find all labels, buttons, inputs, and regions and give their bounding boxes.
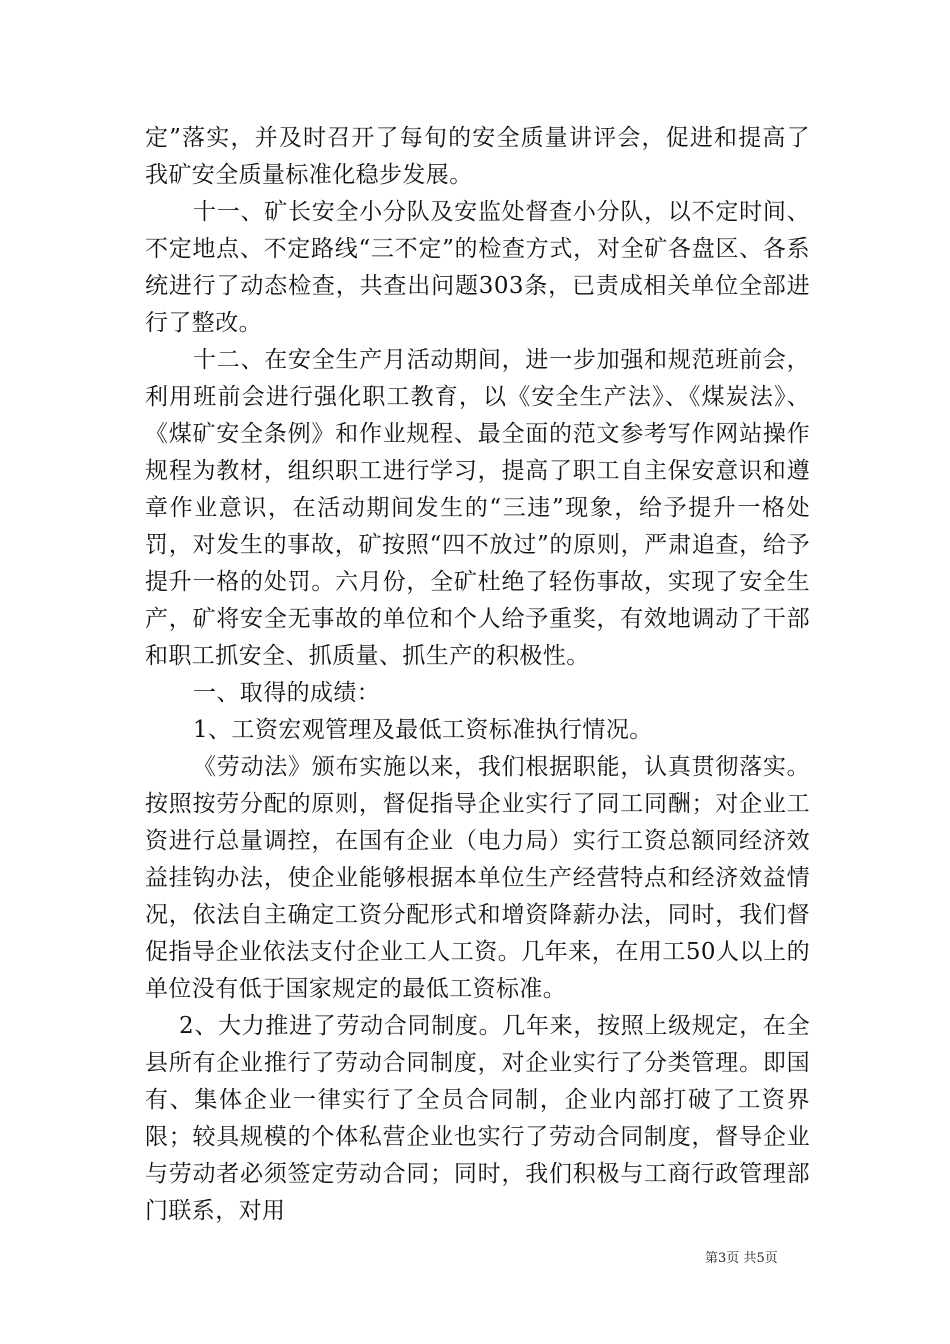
paragraph-item-eleven: 十一、矿长安全小分队及安监处督查小分队，以不定时间、不定地点、不定路线“三不定”的检查方式，对全矿各盘区、各系统进行了动态检查，共查出问题303条，已责成相关单位全部进行了整改。: [145, 199, 810, 336]
section-heading-achievements: 一、取得的成绩：: [193, 680, 381, 706]
paragraph-continuation: 定”落实，并及时召开了每旬的安全质量讲评会，促进和提高了我矿安全质量标准化稳步发展。: [145, 125, 810, 188]
document-body: [145, 120, 810, 1230]
footer-suffix: 页: [764, 1251, 778, 1266]
footer-prefix: 第: [705, 1251, 719, 1266]
paragraph-labor-law: 《劳动法》颁布实施以来，我们根据职能，认真贯彻落实。按照按劳分配的原则，督促指导企业实行了同工同酬；对企业工资进行总量调控，在国有企业（电力局）实行工资总额同经济效益挂钩办法，使企业能够根据本单位生产经营特点和经济效益情况，依法自主确定工资分配形式和增资降薪办法，同时，我们督促指导企业依法支付企业工人工资。几年来，在用工50人以上的单位没有低于国家规定的最低工资标准。: [145, 754, 810, 1002]
footer-total-pages: 5: [756, 1251, 765, 1266]
subheading-wage-management: 1、工资宏观管理及最低工资标准执行情况。: [193, 717, 653, 743]
paragraph-item-twelve: 十二、在安全生产月活动期间，进一步加强和规范班前会，利用班前会进行强化职工教育，以《安全生产法》、《煤炭法》、《煤矿安全条例》和作业规程、最全面的范文参考写作网站操作规程为教材，组织职工进行学习，提高了职工自主保安意识和遵章作业意识，在活动期间发生的“三违”现象，给予提升一格处罚，对发生的事故，矿按照“四不放过”的原则，严肃追查，给予提升一格的处罚。六月份，全矿杜绝了轻伤事故，实现了安全生产，矿将安全无事故的单位和个人给予重奖，有效地调动了干部和职工抓安全、抓质量、抓生产的积极性。: [145, 347, 810, 669]
page-number-footer: [705, 1247, 778, 1266]
footer-middle: 页 共: [726, 1251, 757, 1266]
footer-current-page: 3: [718, 1251, 727, 1266]
paragraph-labor-contract: 2、大力推进了劳动合同制度。几年来，按照上级规定，在全县所有企业推行了劳动合同制度，对企业实行了分类管理。即国有、集体企业一律实行了全员合同制，企业内部打破了工资界限；较具规模的个体私营企业也实行了劳动合同制度，督导企业与劳动者必须签定劳动合同；同时，我们积极与工商行政管理部门联系，对用: [145, 1013, 810, 1224]
